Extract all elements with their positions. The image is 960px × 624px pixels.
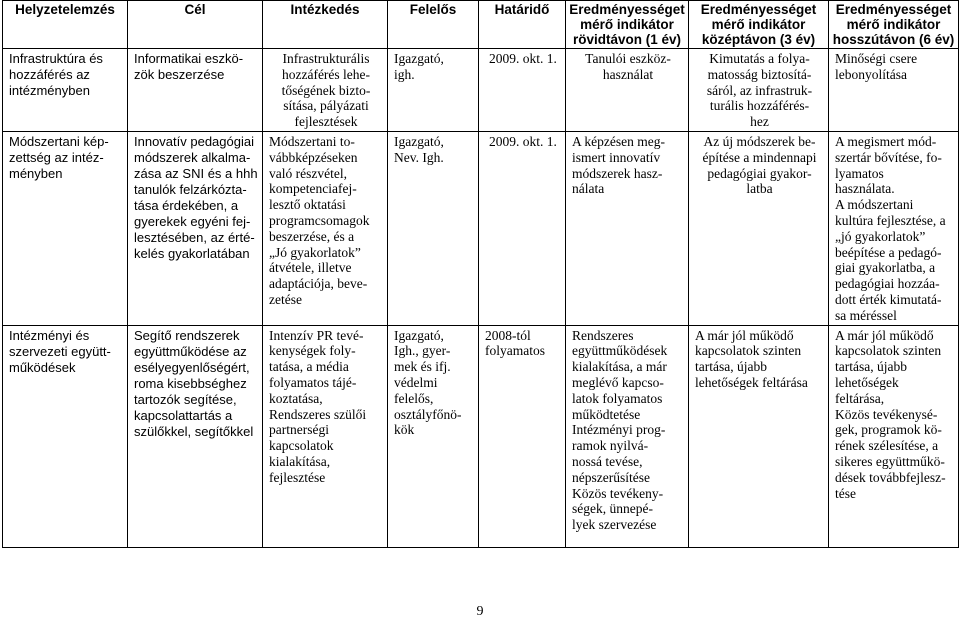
cell-helyzetelemzes: Módszertani kép- zettség az intéz- ményben xyxy=(3,131,128,325)
cell-hatarido: 2009. okt. 1. xyxy=(479,49,566,132)
cell-felelos: Igazgató, Nev. Igh. xyxy=(388,131,479,325)
header-hatarido: Határidő xyxy=(479,1,566,49)
header-helyzetelemzes: Helyzetelemzés xyxy=(3,1,128,49)
cell-hosszutav: A már jól működő kapcsolatok szinten tartása, újabb lehetőségek feltárása, Közös tevékenysé- gek, programok kö- rének szélesítése, a sikeres együttműkö- dések továbbfejlesz- tése xyxy=(829,325,959,547)
page-number: 9 xyxy=(476,604,484,619)
cell-hatarido: 2009. okt. 1. xyxy=(479,131,566,325)
cell-kozeptav: A már jól működő kapcsolatok szinten tartása, újabb lehetőségek feltárása xyxy=(689,325,829,547)
header-kozeptav: Eredményességet mérő indikátor középtávon (3 év) xyxy=(689,1,829,49)
header-cel: Cél xyxy=(128,1,263,49)
cell-cel: Informatikai eszkö- zök beszerzése xyxy=(128,49,263,132)
header-felelos: Felelős xyxy=(388,1,479,49)
cell-cel: Segítő rendszerek együttműködése az esélyegyenlőségért, roma kisebbséghez tartozók segítése, kapcsolattartás a szülőkkel, segítőkkel xyxy=(128,325,263,547)
header-hosszutav: Eredményességet mérő indikátor hosszútávon (6 év) xyxy=(829,1,959,49)
cell-hosszutav: Minőségi csere lebonyolítása xyxy=(829,49,959,132)
cell-helyzetelemzes: Intézményi és szervezeti együtt- működések xyxy=(3,325,128,547)
action-plan-table xyxy=(2,0,959,548)
cell-rovidtav: Tanulói eszköz- használat xyxy=(566,49,689,132)
cell-rovidtav: Rendszeres együttműködések kialakítása, a már meglévő kapcso- latok folyamatos működtetése Intézményi prog- ramok nyilvá- nossá tevése, népszerűsítése Közös tevékeny- ségek, ünnepé- lyek szervezése xyxy=(566,325,689,547)
table-row xyxy=(3,49,959,132)
cell-helyzetelemzes: Infrastruktúra és hozzáférés az intézményben xyxy=(3,49,128,132)
cell-rovidtav: A képzésen meg- ismert innovatív módszerek hasz- nálata xyxy=(566,131,689,325)
cell-cel: Innovatív pedagógiai módszerek alkalma- zása az SNI és a hhh tanulók felzárkózta- tása érdekében, a gyerekek egyéni fej- lesztésében, az érté- kelés gyakorlatában xyxy=(128,131,263,325)
table-row xyxy=(3,131,959,325)
table-row xyxy=(3,325,959,547)
cell-kozeptav: Kimutatás a folya- matosság biztosítá- sáról, az infrastruk- turális hozzáférés- hez xyxy=(689,49,829,132)
cell-hosszutav: A megismert mód- szertár bővítése, fo- lyamatos használata. A módszertani kultúra fejlesztése, a „jó gyakorlatok” beépítése a pedagó- giai gyakorlatba, a pedagógiai hozzáa- dott érték kimutatá- sa méréssel xyxy=(829,131,959,325)
cell-intezkedes: Módszertani to- vábbképzéseken való részvétel, kompetenciafej- lesztő oktatási programcsomagok beszerzése, és a „Jó gyakorlatok” átvétele, illetve adaptációja, beve- zetése xyxy=(263,131,388,325)
cell-intezkedes: Intenzív PR tevé- kenységek foly- tatása, a média folyamatos tájé- koztatása, Rendszeres szülői partnerségi kapcsolatok kialakítása, fejlesztése xyxy=(263,325,388,547)
cell-intezkedes: Infrastrukturális hozzáférés lehe- tőségének bizto- sítása, pályázati fejlesztések xyxy=(263,49,388,132)
cell-hatarido: 2008-tól folyamatos xyxy=(479,325,566,547)
cell-felelos: Igazgató, Igh., gyer- mek és ifj. védelmi felelős, osztályfőnö- kök xyxy=(388,325,479,547)
cell-felelos: Igazgató, igh. xyxy=(388,49,479,132)
header-rovidtav: Eredményességet mérő indikátor rövidtávon (1 év) xyxy=(566,1,689,49)
header-intezkedes: Intézkedés xyxy=(263,1,388,49)
table-header-row xyxy=(3,1,959,49)
cell-kozeptav: Az új módszerek be- építése a mindennapi pedagógiai gyakor- latba xyxy=(689,131,829,325)
